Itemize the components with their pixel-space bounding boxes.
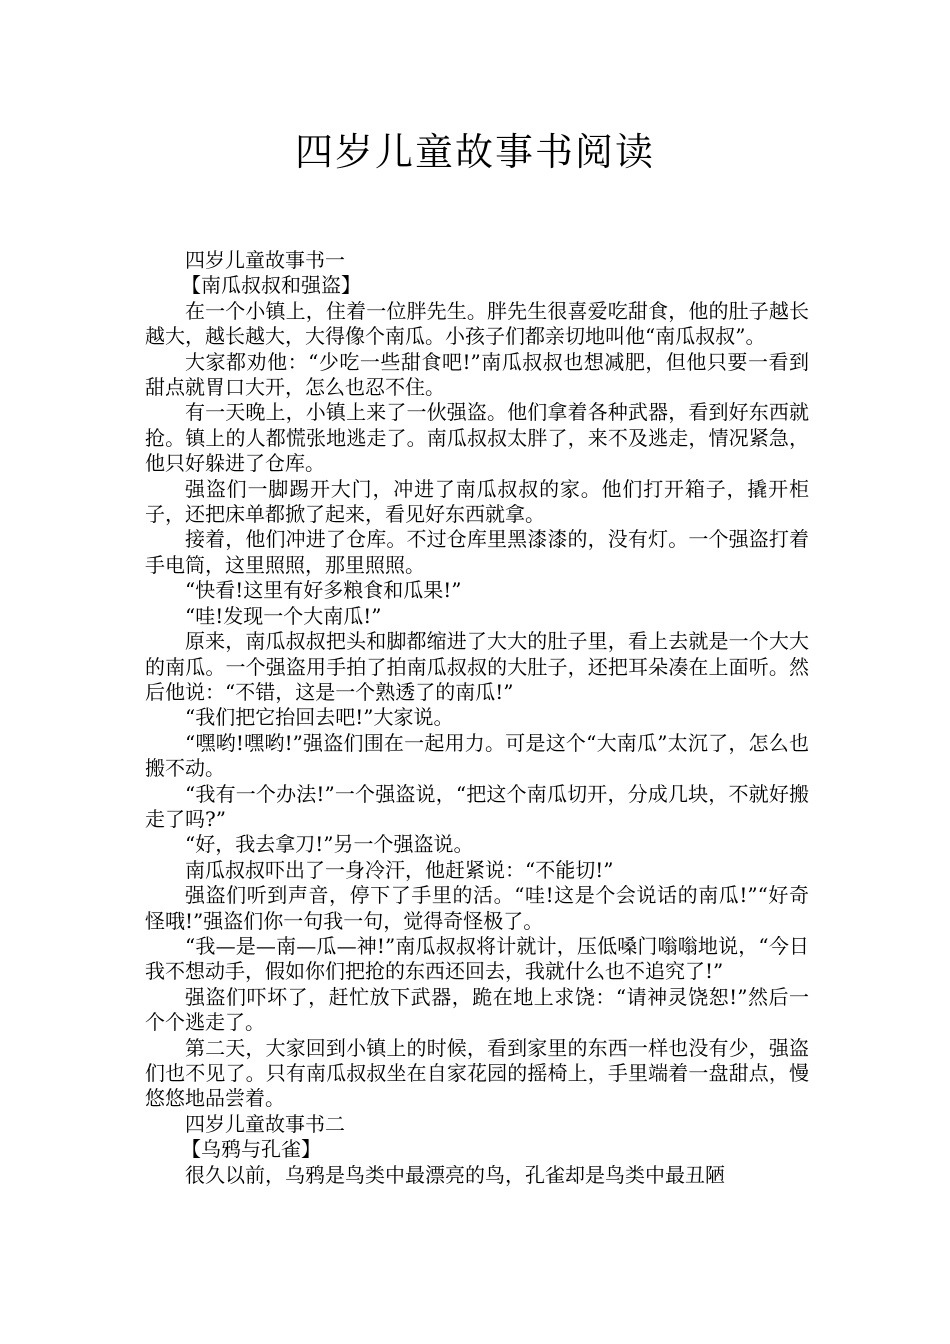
paragraph: “快看!这里有好多粮食和瓜果!” [185,578,462,603]
paragraph: 接着，他们冲进了仓库。不过仓库里黑漆漆的，没有灯。一个强盗打着手电筒，这里照照，那里照照。 [145,527,809,577]
paragraph: “我们把它抬回去吧!”大家说。 [185,705,454,730]
paragraph: “好，我去拿刀!”另一个强盗说。 [185,832,474,857]
paragraph: “我有一个办法!”一个强盗说，“把这个南瓜切开，分成几块，不就好搬走了吗?” [145,781,809,831]
paragraph: 强盗们吓坏了，赶忙放下武器，跪在地上求饶：“请神灵饶恕!”然后一个个逃走了。 [145,984,809,1035]
paragraph: 南瓜叔叔吓出了一身冷汗，他赶紧说：“不能切!” [185,857,614,882]
story1-subtitle: 【南瓜叔叔和强盗】 [181,273,361,298]
paragraph: “嘿哟!嘿哟!”强盗们围在一起用力。可是这个“大南瓜”太沉了，怎么也搬不动。 [145,730,809,781]
paragraph: 原来，南瓜叔叔把头和脚都缩进了大大的肚子里，看上去就是一个大大的南瓜。一个强盗用手拍了拍南瓜叔叔的大肚子，还把耳朵凑在上面听。然后他说：“不错，这是一个熟透了的南瓜!” [145,629,809,704]
paragraph: “我—是—南—瓜—神!”南瓜叔叔将计就计，压低嗓门嗡嗡地说，“今日我不想动手，假如你们把抢的东西还回去，我就什么也不追究了!” [145,933,809,984]
document-title: 四岁儿童故事书阅读 [294,130,655,174]
paragraph: 第二天，大家回到小镇上的时候，看到家里的东西一样也没有少，强盗们也不见了。只有南瓜叔叔坐在自家花园的摇椅上，手里端着一盘甜点，慢悠悠地品尝着。 [145,1035,809,1111]
paragraph: 在一个小镇上，住着一位胖先生。胖先生很喜爱吃甜食，他的肚子越长越大，越长越大，大得像个南瓜。小孩子们都亲切地叫他“南瓜叔叔”。 [145,298,809,349]
paragraph: 有一天晚上，小镇上来了一伙强盗。他们拿着各种武器，看到好东西就抢。镇上的人都慌张地逃走了。南瓜叔叔太胖了，来不及逃走，情况紧急，他只好躲进了仓库。 [145,400,809,476]
paragraph: 大家都劝他：“少吃一些甜食吧!”南瓜叔叔也想减肥，但他只要一看到甜点就胃口大开，怎么也忍不住。 [145,349,809,400]
paragraph: 很久以前，乌鸦是鸟类中最漂亮的鸟，孔雀却是鸟类中最丑陋 [185,1162,725,1187]
story2-heading: 四岁儿童故事书二 [185,1111,345,1136]
paragraph: “哇!发现一个大南瓜!” [185,603,382,628]
story1-heading: 四岁儿童故事书一 [185,248,345,272]
story2-subtitle: 【乌鸦与孔雀】 [181,1137,321,1162]
document-body [145,248,809,1188]
paragraph: 强盗们一脚踢开大门，冲进了南瓜叔叔的家。他们打开箱子，撬开柜子，还把床单都掀了起来，看见好东西就拿。 [145,476,809,527]
paragraph: 强盗们听到声音，停下了手里的活。“哇!这是个会说话的南瓜!”“好奇怪哦!”强盗们你一句我一句，觉得奇怪极了。 [145,883,809,933]
